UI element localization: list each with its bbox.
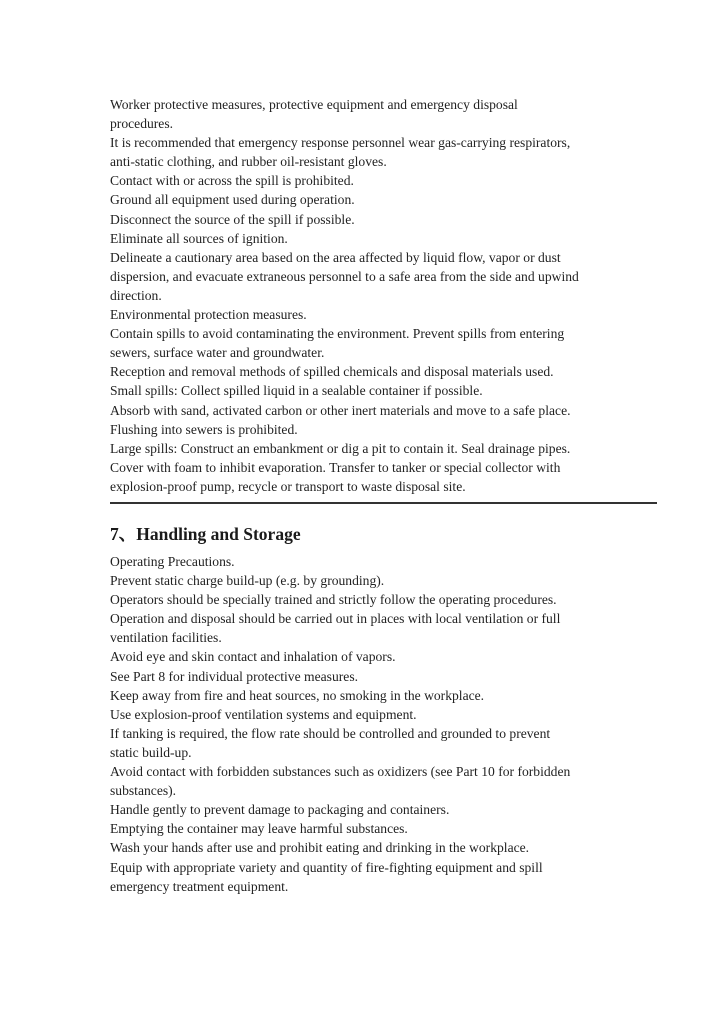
text-line: static build-up.: [110, 744, 192, 760]
text-line: Worker protective measures, protective equipment and emergency disposal: [110, 97, 518, 112]
text-line: See Part 8 for individual protective measures.: [110, 668, 359, 684]
text-line: Disconnect the source of the spill if possible.: [110, 211, 355, 227]
text-line: Large spills: Construct an embankment or dig a pit to contain it. Seal drainage pipes.: [110, 440, 571, 456]
text-line: Avoid contact with forbidden substances such as oxidizers (see Part 10 for forbidden: [110, 764, 571, 780]
text-line: Flushing into sewers is prohibited.: [110, 421, 298, 437]
text-line: Environmental protection measures.: [110, 307, 307, 323]
text-line: ventilation facilities.: [110, 630, 222, 646]
text-line: Use explosion-proof ventilation systems and equipment.: [110, 706, 417, 722]
text-line: Operation and disposal should be carried out in places with local ventilation or full: [110, 611, 561, 627]
text-line: Reception and removal methods of spilled chemicals and disposal materials used.: [110, 364, 554, 380]
text-line: emergency treatment equipment.: [110, 878, 289, 894]
text-line: dispersion, and evacuate extraneous personnel to a safe area from the side and upwind: [110, 268, 579, 284]
text-line: Cover with foam to inhibit evaporation. Transfer to tanker or special collector with: [110, 459, 561, 475]
section-divider: [110, 502, 657, 504]
section-6-continued: [110, 95, 670, 496]
text-line: sewers, surface water and groundwater.: [110, 345, 325, 361]
text-line: Prevent static charge build-up (e.g. by grounding).: [110, 573, 385, 589]
text-line: Contact with or across the spill is prohibited.: [110, 173, 354, 189]
section-7-body: [110, 552, 670, 896]
text-line: Contain spills to avoid contaminating the environment. Prevent spills from entering: [110, 326, 565, 342]
text-line: It is recommended that emergency response personnel wear gas-carrying respirators,: [110, 135, 571, 151]
text-line: direction.: [110, 287, 162, 303]
text-line: Keep away from fire and heat sources, no smoking in the workplace.: [110, 687, 485, 703]
text-line: Delineate a cautionary area based on the area affected by liquid flow, vapor or dust: [110, 249, 561, 265]
text-line: Equip with appropriate variety and quantity of fire-fighting equipment and spill: [110, 859, 543, 875]
text-line: explosion-proof pump, recycle or transport to waste disposal site.: [110, 478, 466, 494]
text-line: procedures.: [110, 116, 174, 132]
text-line: Emptying the container may leave harmful substances.: [110, 821, 408, 837]
text-line: Ground all equipment used during operation.: [110, 192, 355, 208]
text-line: If tanking is required, the flow rate should be controlled and grounded to prevent: [110, 725, 551, 741]
text-line: Operating Precautions.: [110, 554, 235, 569]
text-line: Small spills: Collect spilled liquid in a sealable container if possible.: [110, 383, 483, 399]
text-line: Wash your hands after use and prohibit eating and drinking in the workplace.: [110, 840, 530, 856]
text-line: substances).: [110, 783, 177, 799]
text-line: Eliminate all sources of ignition.: [110, 230, 288, 246]
section-7-heading: 7、Handling and Storage: [110, 524, 301, 544]
text-line: Operators should be specially trained and strictly follow the operating procedures.: [110, 592, 557, 608]
text-line: Avoid eye and skin contact and inhalation of vapors.: [110, 649, 396, 665]
text-line: anti-static clothing, and rubber oil-resistant gloves.: [110, 154, 387, 170]
text-line: Handle gently to prevent damage to packaging and containers.: [110, 802, 450, 818]
text-line: Absorb with sand, activated carbon or other inert materials and move to a safe place.: [110, 402, 571, 418]
